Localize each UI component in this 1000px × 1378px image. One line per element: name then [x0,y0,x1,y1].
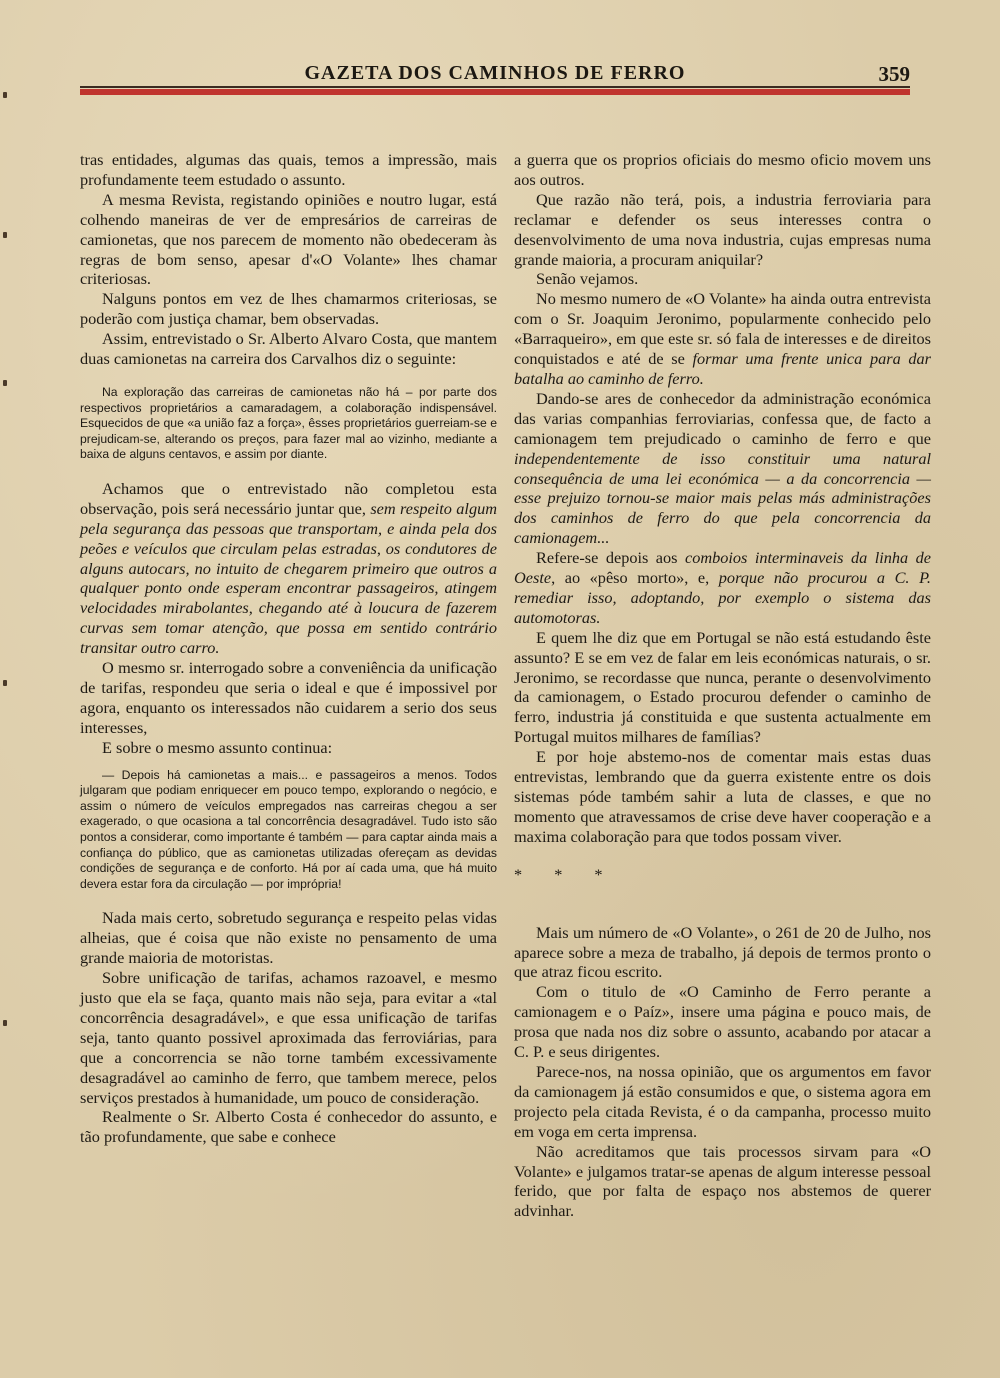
paragraph: Nada mais certo, sobretudo segurança e respeito pelas vidas alheias, que é coisa que não existe no pensamento de uma grande maioria de motoristas. [80,908,497,968]
interview-quote: Na exploração das carreiras de camionetas não há – por parte dos respectivos proprietários a camaradagem, a colaboração indispensável. Esquecidos de que «a união faz a força», êsses proprietários guerreiam-se e prejudicam-se, alterando os preços, para fazer mal ao vizinho, mediante a baixa de alguns centavos, e assim por diante. [80,384,497,462]
header-rule-red [80,89,910,95]
italic-run: comboios interminaveis da linha de Oeste [514,548,931,588]
text-run: , [376,538,386,558]
paragraph: Parece-nos, na nossa opinião, que os argumentos em favor da camionagem já estão consumidos e que, o sistema agora em projecto pela citada Revista, é o da campanha, processo muito em voga em certa imprensa. [514,1061,931,1141]
text-run: Dando-se ares de conhecedor da administração económica das varias companhias ferroviarias, confessa que, de facto a camionagem tem prejudicado o caminho de ferro e que [514,388,931,448]
text-run: Refere-se depois aos [536,548,685,568]
section-separator: * * * [514,864,617,884]
right-column [514,150,931,1221]
paragraph: Senão vejamos. [536,269,639,289]
paragraph: Realmente o Sr. Alberto Costa é conhecedor do assunto, e tão profundamente, que sabe e conhece [80,1107,497,1147]
margin-mark [3,232,7,238]
paragraph: Nalguns pontos em vez de lhes chamarmos criteriosas, se poderão com justiça chamar, bem observadas. [80,289,497,329]
text-run: , ao «pêso morto», e, [551,568,719,588]
italic-run: porque não procurou a C. P. remediar isso, adoptando, por exemplo o sistema das automotoras. [514,568,931,627]
header-title: GAZETA DOS CAMINHOS DE FERRO [304,62,686,84]
italic-run: os condutores de alguns autocars, no intuito de chegarem primeiro que outros a qualquer ponto onde esperam encontrar passageiros, atingem velocidades mirabolantes, chegando até à loucura de fazerem curvas sem tomar atenção, que possa em sentido contrário transitar outro carro. [80,538,498,658]
text-run: No mesmo numero de «O Volante» ha ainda outra entrevista com o Sr. Joaquim Jeronimo, popularmente conhecido pelo «Barraqueiro», em que este sr. só fala de interesses e de direitos conquistados e até de se [514,289,931,369]
margin-mark [3,92,7,98]
italic-run: sem respeito algum pela segurança das pessoas que transportam, e ainda pela dos peões e veículos que circulam pelas estradas [80,498,497,558]
paragraph [514,289,931,389]
paragraph: Sobre unificação de tarifas, achamos razoavel, e mesmo justo que ela se faça, quanto mais não seja, para evitar a «tal concorrência desagradável», e que essa unificação de tarifas seja, tanto quanto possivel aproximada das ferroviárias, para que a concorrencia se não torne também excessivamente desagradável ao caminho de ferro, que tambem merece, pelos serviços prestados à humanidade, um pouco de consideração. [80,968,497,1107]
italic-run: independentemente de isso constituir uma natural consequência de uma lei económica — a da concorrencia — esse prejuizo tornou-se maior mais pelas más administrações dos caminhos de ferro do que pela concorrencia da camionagem... [514,448,931,548]
paragraph: O mesmo sr. interrogado sobre a conveniência da unificação de tarifas, respondeu que seria o ideal e que é impossivel por agora, enquanto os interessados não cuidarem a serio dos seus interesses, [80,658,497,737]
paragraph: Que razão não terá, pois, a industria ferroviaria para reclamar e defender os seus interesses contra o desenvolvimento de uma nova industria, cujas empresas numa grande maioria, a procuram aniquilar? [514,189,931,269]
margin-mark [3,680,7,686]
paragraph: E quem lhe diz que em Portugal se não está estudando êste assunto? E se em vez de falar em leis económicas naturais, o sr. Jeronimo, se recordasse que nunca, perante o desenvolvimento da camionagem, o Estado procurou defender o caminho de ferro, industria já constituida e que sustenta actualmente em Portugal muitos milhares de famílias? [514,627,931,747]
paragraph [80,479,497,658]
paragraph: Não acreditamos que tais processos sirvam para «O Volante» e julgamos tratar-se apenas de algum interesse pessoal ferido, que por falta de espaço nos abstemos de querer advinhar. [514,1141,931,1221]
text-run: Achamos que o entrevistado não completou esta observação, pois será necessário juntar que, [80,478,497,518]
margin-mark [3,380,7,386]
paragraph: Assim, entrevistado o Sr. Alberto Alvaro Costa, que mantem duas camionetas na carreira dos Carvalhos diz o seguinte: [80,329,497,369]
italic-run: formar uma frente unica para dar batalha ao caminho de ferro. [514,349,932,388]
header-rule-dark [80,86,910,88]
left-column [80,150,497,1147]
paragraph: E por hoje abstemo-nos de comentar mais estas duas entrevistas, lembrando que da guerra existente entre os dois sistemas póde também sahir a luta de classes, e que no momento que atravessamos de crise deve haver cooperação e a maxima colaboração para que todos possam viver. [514,747,931,846]
page-number: 359 [878,62,910,86]
paragraph: a guerra que os proprios oficiais do mesmo oficio movem uns aos outros. [514,150,931,189]
margin-mark [3,1020,7,1026]
paragraph: Com o titulo de «O Caminho de Ferro perante a camionagem e o Paíz», insere uma página e pouco mais, de prosa que nada nos diz sobre o assunto, acabando por atacar a C. P. e seus dirigentes. [514,982,931,1062]
paragraph [514,389,931,548]
interview-quote: — Depois há camionetas a mais... e passageiros a menos. Todos julgaram que podiam enriquecer em pouco tempo, explorando o negócio, e assim o número de veículos empregados nas carreiras chegou a ser exagerado, o que ocasiona a tal concorrência desagradável. Tudo isto são pontos a considerar, como importante é também — para captar ainda mais a confiança do público, que as camionetas utilizadas ofereçam as devidas condições de segurança e de conforto. Há por aí cada uma, que há muito devera estar fora da circulação — por imprópria! [80,767,497,891]
paragraph: A mesma Revista, registando opiniões e noutro lugar, está colhendo maneiras de ver de empresários de carreiras de camionetas, que nos parecem de momento não obedeceram às regras de bom senso, apesar d'«O Volante» lhes chamar criteriosas. [80,189,497,289]
paragraph: Mais um número de «O Volante», o 261 de 20 de Julho, nos aparece sobre a meza de trabalho, já depois de termos pronto o que atraz ficou escrito. [514,922,931,982]
paragraph [514,548,931,628]
paragraph: E sobre o mesmo assunto continua: [102,737,333,757]
paragraph: tras entidades, algumas das quais, temos a impressão, mais profundamente teem estudado o assunto. [80,150,497,189]
